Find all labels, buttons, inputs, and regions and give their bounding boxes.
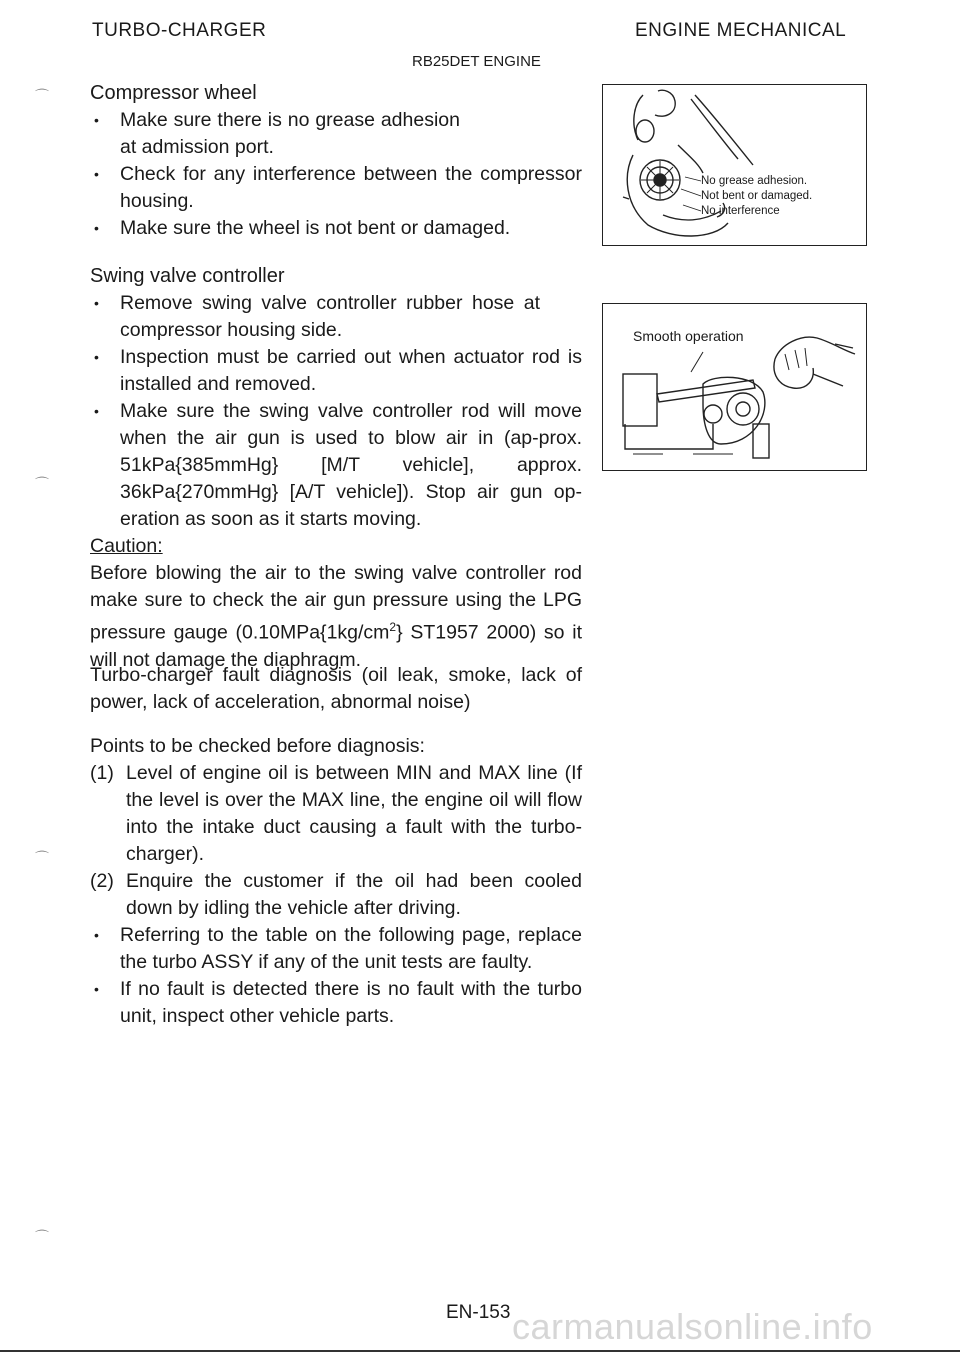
header-left: TURBO-CHARGER (92, 20, 267, 41)
list-item: • Remove swing valve controller rubber hose at compressor housing side. (90, 290, 540, 344)
callout-lines (681, 177, 701, 211)
diagnosis-bullets (90, 922, 582, 1030)
points-list (90, 760, 582, 922)
list-item: • Make sure there is no grease adhesion at admission port. (90, 107, 460, 161)
margin-mark: ⌒ (35, 850, 49, 866)
list-item: • Referring to the table on the following page, replace the turbo ASSY if any of the unit tests are faulty. (90, 922, 582, 976)
list-item: • If no fault is detected there is no fault with the turbo unit, inspect other vehicle parts. (90, 976, 582, 1030)
item-text: Enquire the customer if the oil had been cooled down by idling the vehicle after driving. (126, 870, 582, 919)
item-number: (2) (90, 870, 114, 892)
swing-section (90, 263, 582, 674)
turbo-compressor-illustration (603, 85, 866, 245)
footer-rule (0, 1350, 960, 1352)
fig1-label-2: Not bent or damaged. (701, 190, 813, 202)
margin-mark: ⌒ (35, 1229, 49, 1245)
list-item (90, 868, 582, 922)
compressor-section (90, 80, 582, 242)
list-item (90, 760, 582, 868)
header-engine: RB25DET ENGINE (412, 53, 541, 70)
fig1-label-3: No interference (701, 205, 780, 217)
actuator-figure (602, 303, 867, 471)
watermark: carmanualsonline.info (512, 1306, 873, 1347)
points-title: Points to be checked before diagnosis: (90, 735, 425, 757)
fig2-label: Smooth operation (633, 328, 744, 344)
list-item: • Check for any interference between the compressor housing. (90, 161, 582, 215)
fig1-label-1: No grease adhesion. (701, 175, 808, 187)
item-number: (1) (90, 762, 114, 784)
page-number: EN-153 (446, 1302, 511, 1323)
item-text: Level of engine oil is between MIN and MAX line (If the level is over the MAX line, the engine oil will flow into the intake duct causing a fault with the turbo-charger). (126, 762, 582, 865)
compressor-list (90, 107, 582, 242)
swing-list (90, 290, 582, 533)
header-right: ENGINE MECHANICAL (635, 20, 847, 41)
diagnosis-section (90, 662, 582, 716)
compressor-figure (602, 84, 867, 246)
caution-text (90, 560, 582, 674)
list-item: • Make sure the swing valve controller rod will move when the air gun is used to blow air in (ap-prox. 51kPa{385mmHg} [M/T vehicle], approx. 36kPa{270mmHg} [A/T vehicle]). Stop air gun op-eration as soon as it starts moving. (90, 398, 582, 533)
compressor-title: Compressor wheel (90, 82, 257, 104)
swing-title: Swing valve controller (90, 265, 285, 287)
margin-mark: ⌒ (35, 88, 49, 104)
caution-text-part2: } ST1957 2000) so it will not damage the diaphragm. (90, 621, 582, 671)
margin-mark: ⌒ (35, 476, 49, 492)
list-item: • Make sure the wheel is not bent or damaged. (90, 215, 582, 242)
list-item: • Inspection must be carried out when actuator rod is installed and removed. (90, 344, 582, 398)
diagnosis-intro: Turbo-charger fault diagnosis (oil leak, smoke, lack of power, lack of acceleration, abnormal noise) (90, 664, 582, 713)
caution-label: Caution: (90, 535, 163, 557)
caution-superscript: 2 (389, 620, 397, 634)
diagnosis-points (90, 733, 582, 1030)
caution-text-part1: Before blowing the air to the swing valve controller rod make sure to check the air gun pressure using the LPG pressure gauge (0.10MPa{1kg/cm (90, 562, 582, 644)
